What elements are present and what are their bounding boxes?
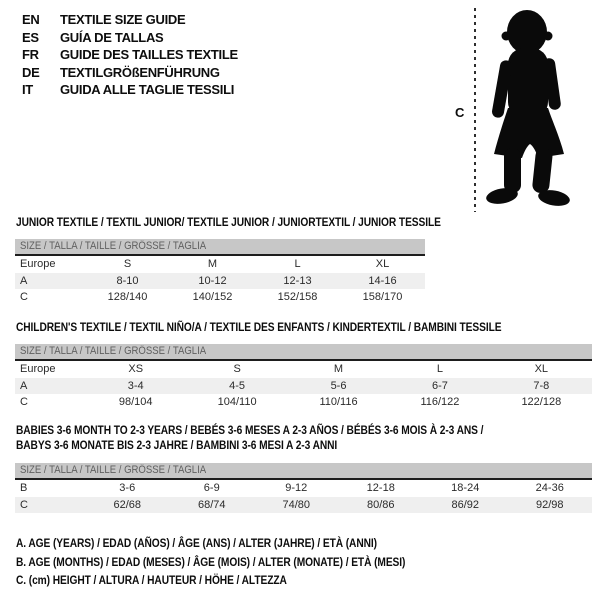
size-cell: 7-8 (533, 379, 550, 392)
table-row (15, 361, 592, 378)
babies-textile-table (15, 463, 592, 513)
size-cell: XS (128, 363, 144, 376)
size-cell: S (233, 363, 241, 376)
table-row (15, 497, 592, 514)
table-row (15, 378, 592, 395)
childrens-textile-title (16, 320, 501, 335)
size-cell: 24-36 (535, 482, 564, 495)
size-cell: 92/98 (535, 498, 564, 511)
size-cell: 128/140 (107, 291, 148, 304)
size-cell: 122/128 (521, 396, 562, 409)
size-cell: 98/104 (118, 396, 153, 409)
childrens-textile-table (15, 344, 592, 411)
size-cell: 6-9 (203, 482, 220, 495)
height-c-label: C (455, 105, 465, 120)
size-cell: 18-24 (451, 482, 480, 495)
language-label: GUIDE DES TAILLES TEXTILE (60, 47, 238, 63)
section-title-line: BABYS 3-6 MONATE BIS 2-3 JAHRE / BAMBINI 3-6 MESI A 2-3 ANNI (16, 438, 338, 452)
size-header-bar (15, 463, 592, 480)
row-label: C (20, 291, 28, 304)
junior-textile-title (16, 215, 441, 230)
size-cell: 86/92 (451, 498, 480, 511)
table-row (15, 256, 425, 273)
size-header-bar (15, 344, 592, 361)
section-title-line: BABIES 3-6 MONTH TO 2-3 YEARS / BEBÉS 3-6 MESES A 2-3 AÑOS / BÉBÉS 3-6 MOIS À 2-3 ANS / (16, 423, 484, 437)
size-cell: L (294, 258, 301, 271)
size-header-bar (15, 239, 425, 256)
size-header-text: SIZE / TALLA / TAILLE / GRÖSSE / TAGLIA (20, 240, 207, 252)
size-cell: 116/122 (420, 396, 460, 409)
language-row (22, 29, 238, 47)
section-title-line: JUNIOR TEXTILE / TEXTIL JUNIOR/ TEXTILE JUNIOR / JUNIORTEXTIL / JUNIOR TESSILE (16, 215, 441, 229)
height-dashed-line (474, 8, 476, 212)
size-cell: 4-5 (229, 379, 246, 392)
size-cell: 12-18 (366, 482, 395, 495)
language-code: FR (22, 47, 39, 63)
size-cell: 14-16 (368, 274, 397, 287)
junior-textile-table (15, 239, 425, 306)
language-row (22, 64, 238, 82)
row-label: Europe (20, 363, 56, 376)
size-cell: 110/116 (319, 396, 358, 409)
size-cell: 152/158 (277, 291, 318, 304)
row-label: A (20, 379, 28, 392)
size-cell: XL (534, 363, 549, 376)
babies-textile-title (16, 423, 483, 453)
row-label: C (20, 396, 28, 409)
language-code: EN (22, 12, 40, 28)
size-cell: XL (375, 258, 390, 271)
legend-line: B. AGE (MONTHS) / EDAD (MESES) / ÂGE (MOIS) / ALTER (MONATE) / ETÀ (MESI) (16, 554, 406, 569)
row-label: B (20, 482, 28, 495)
row-label: C (20, 498, 28, 511)
baby-silhouette-icon (486, 8, 586, 208)
measurement-legend (16, 534, 405, 590)
size-cell: L (436, 363, 443, 376)
size-cell: S (123, 258, 132, 271)
section-title-line: CHILDREN'S TEXTILE / TEXTIL NIÑO/A / TEXTILE DES ENFANTS / KINDERTEXTIL / BAMBINI TESSILE (16, 320, 502, 334)
size-cell: 6-7 (431, 379, 448, 392)
language-label: TEXTILE SIZE GUIDE (60, 12, 186, 28)
language-label: TEXTILGRÖßENFÜHRUNG (60, 64, 220, 80)
table-row (15, 394, 592, 411)
size-cell: 3-4 (127, 379, 144, 392)
size-cell: M (333, 363, 344, 376)
size-cell: 158/170 (362, 291, 403, 304)
language-row (22, 46, 238, 64)
row-label: Europe (20, 258, 56, 271)
size-header-text: SIZE / TALLA / TAILLE / GRÖSSE / TAGLIA (20, 464, 207, 476)
size-header-text: SIZE / TALLA / TAILLE / GRÖSSE / TAGLIA (20, 345, 207, 357)
row-label: A (20, 274, 28, 287)
size-cell: 74/80 (282, 498, 311, 511)
language-row (22, 81, 238, 99)
size-cell: 80/86 (366, 498, 395, 511)
language-code: DE (22, 64, 40, 80)
size-cell: 9-12 (285, 482, 308, 495)
table-row (15, 273, 425, 290)
language-label: GUÍA DE TALLAS (60, 29, 164, 45)
size-cell: 3-6 (119, 482, 136, 495)
size-cell: 140/152 (192, 291, 233, 304)
legend-line: A. AGE (YEARS) / EDAD (AÑOS) / ÂGE (ANS) / ALTER (JAHRE) / ETÀ (ANNI) (16, 536, 377, 550)
size-cell: 104/110 (217, 396, 257, 409)
size-cell: 12-13 (283, 274, 312, 287)
size-cell: M (207, 258, 218, 271)
size-cell: 10-12 (198, 274, 227, 287)
size-cell: 62/68 (113, 498, 142, 511)
language-list (22, 11, 238, 99)
table-row (15, 480, 592, 497)
language-row (22, 11, 238, 29)
size-cell: 5-6 (330, 379, 347, 392)
language-code: IT (22, 82, 33, 98)
size-cell: 8-10 (116, 274, 139, 287)
size-cell: 68/74 (197, 498, 226, 511)
legend-line: C. (cm) HEIGHT / ALTURA / HAUTEUR / HÖHE / ALTEZZA (16, 573, 287, 587)
table-row (15, 289, 425, 306)
language-code: ES (22, 29, 39, 45)
language-label: GUIDA ALLE TAGLIE TESSILI (60, 82, 235, 98)
